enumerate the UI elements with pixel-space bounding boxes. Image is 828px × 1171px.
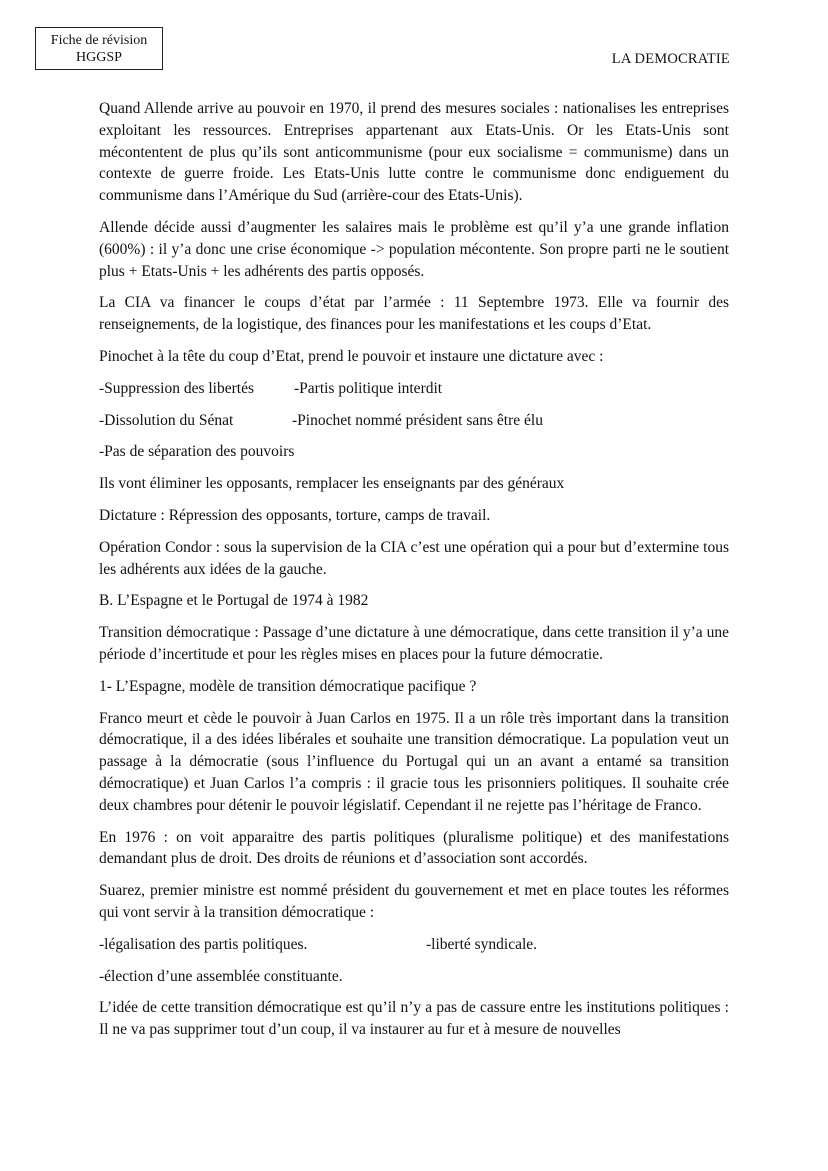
paragraph-allende: Quand Allende arrive au pouvoir en 1970, il prend des mesures sociales : nationalises les entreprises exploitant les ressources. Entreprises appartenant aux Etats-Unis. Or les Etats-Unis sont mécontentent de plus qu’ils sont anticommunisme (pour eux socialisme = communisme) dans un contexte de guerre froide. Les Etats-Unis lutte contre le communisme donc endiguement du communisme dans l’Amérique du Sud (arrière-cour des Etats-Unis).: [99, 100, 729, 205]
revision-label-line1: Fiche de révision: [50, 33, 148, 48]
paragraph-idee-transition: L’idée de cette transition démocratique est qu’il n’y a pas de cassure entre les institutions politiques : Il ne va pas supprimer tout d’un coup, il va instaurer au fur et à mesure de nouvelles: [99, 999, 729, 1039]
paragraph-inflation: Allende décide aussi d’augmenter les salaires mais le problème est qu’il y’a une grande inflation (600%) : il y’a donc une crise économique -> population mécontente. Son propre parti ne le soutient plus + Etats-Unis + les adhérents des partis opposés.: [99, 218, 729, 280]
revision-label-line2: HGGSP: [76, 50, 122, 65]
document-title: LA DEMOCRATIE: [611, 51, 730, 67]
list-item: -Partis politique interdit: [294, 379, 443, 397]
paragraph-suarez: Suarez, premier ministre est nommé président du gouvernement et met en place toutes les réformes qui vont servir à la transition démocratique :: [99, 882, 729, 921]
section-heading-espagne-portugal: B. L’Espagne et le Portugal de 1974 à 1982: [99, 592, 369, 610]
paragraph-transition: Transition démocratique : Passage d’une dictature à une démocratique, dans cette transition il y’a une période d’incertitude et pour les règles mises en places pour la future démocratie.: [99, 624, 729, 663]
list-item: -légalisation des partis politiques.: [99, 935, 308, 953]
subsection-heading-espagne: 1- L’Espagne, modèle de transition démocratique pacifique ?: [99, 677, 477, 695]
paragraph-condor: Opération Condor : sous la supervision de la CIA c’est une opération qui a pour but d’extermine tous les adhérents aux idées de la gauche.: [99, 538, 729, 578]
list-item: -Suppression des libertés: [99, 379, 254, 397]
dictature-list-row-1: [99, 378, 729, 400]
reformes-list-row-1: [99, 934, 729, 956]
list-item: -Pinochet nommé président sans être élu: [292, 411, 543, 429]
document-body: [99, 98, 729, 1051]
revision-label-box: [35, 27, 163, 70]
list-item: -élection d’une assemblée constituante.: [99, 967, 343, 985]
list-item: -Dissolution du Sénat: [99, 411, 234, 429]
paragraph-franco: Franco meurt et cède le pouvoir à Juan Carlos en 1975. Il a un rôle très important dans la transition démocratique, il a des idées libérales et souhaite une transition démocratique. La population veut un passage à la démocratie (sous l’influence du Portugal qui un an avant a entamé sa transition démocratique) et Juan Carlos l’a compris : il gracie tous les prisonniers politiques. Il souhaite crée deux chambres pour détenir le pouvoir législatif. Cependant il ne rejette pas l’héritage de Franco.: [99, 709, 729, 814]
paragraph-1976: En 1976 : on voit apparaitre des partis politiques (pluralisme politique) et des manifestations demandant plus de droit. Des droits de réunions et d’association sont accordés.: [99, 828, 729, 868]
reformes-list-row-2: [99, 966, 729, 988]
list-item: -liberté syndicale.: [426, 935, 538, 953]
paragraph-pinochet: Pinochet à la tête du coup d’Etat, prend le pouvoir et instaure une dictature avec :: [99, 347, 604, 365]
list-item: -Pas de séparation des pouvoirs: [99, 443, 295, 461]
dictature-list-row-3: [99, 441, 729, 463]
paragraph-cia: La CIA va financer le coups d’état par l’armée : 11 Septembre 1973. Elle va fournir des renseignements, de la logistique, des finances pour les manifestations et les coups d’Etat.: [99, 294, 729, 334]
paragraph-dictature: Dictature : Répression des opposants, torture, camps de travail.: [99, 506, 491, 524]
paragraph-opposants: Ils vont éliminer les opposants, remplacer les enseignants par des généraux: [99, 475, 565, 493]
dictature-list-row-2: [99, 410, 729, 432]
